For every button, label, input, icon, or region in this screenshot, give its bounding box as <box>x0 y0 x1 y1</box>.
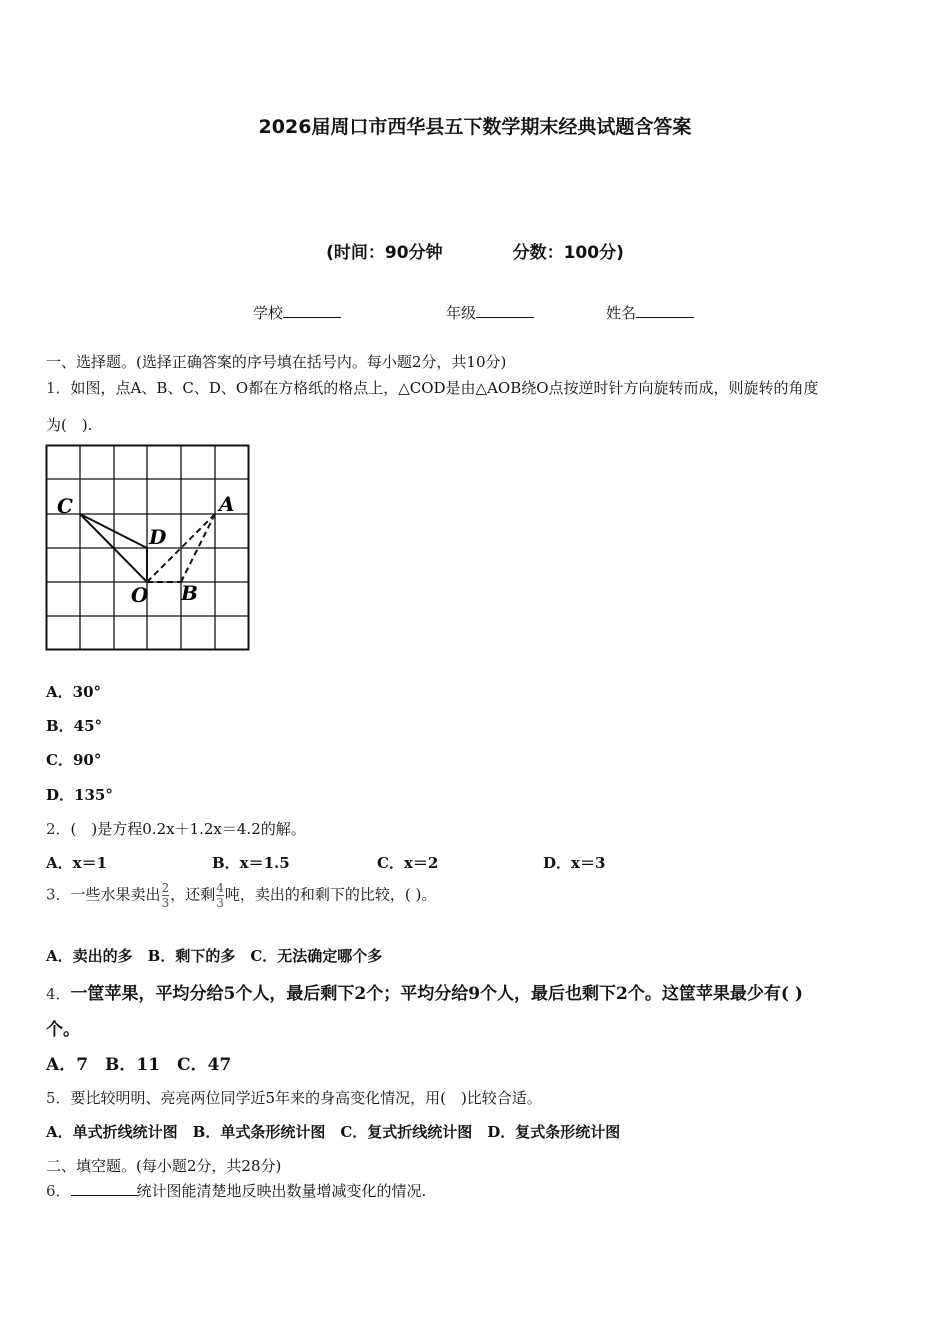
question-6 <box>46 1180 426 1201</box>
question-number: 3． <box>46 885 71 904</box>
fraction-numerator: 2 <box>161 881 170 895</box>
question-4-text: 一筐苹果，平均分给5个人，最后剩下2个；平均分给9个人，最后也剩下2个。这筐苹果最少有( ) <box>70 984 803 1004</box>
question-3 <box>46 882 436 909</box>
q5-options[interactable]: A．单式折线统计图 B．单式条形统计图 C．复式折线统计图 D．复式条形统计图 <box>46 1123 621 1141</box>
exam-time: (时间：90分钟 <box>326 243 443 263</box>
school-field[interactable] <box>253 302 341 323</box>
q2-option-c[interactable]: C．x＝2 <box>377 854 439 872</box>
exam-meta <box>0 238 950 263</box>
grade-label: 年级 <box>446 304 477 322</box>
fraction <box>162 882 170 909</box>
q1-option-c[interactable]: C．90° <box>46 751 102 769</box>
question-5 <box>46 1087 542 1108</box>
point-label: B <box>181 581 198 605</box>
q1-option-d[interactable]: D．135° <box>46 786 113 804</box>
point-label: A <box>219 492 235 516</box>
page-title: 2026届周口市西华县五下数学期末经典试题含答案 <box>258 116 692 138</box>
fraction <box>216 882 224 909</box>
q1-option-b[interactable]: B．45° <box>46 717 103 735</box>
question-2-text: ( )是方程0.2x＋1.2x＝4.2的解。 <box>70 820 306 838</box>
q1-option-a[interactable]: A．30° <box>46 683 102 701</box>
q2-option-d[interactable]: D．x＝3 <box>543 854 606 872</box>
section-2-heading: 二、填空题。(每小题2分，共28分) <box>46 1157 282 1175</box>
name-label: 姓名 <box>606 304 637 322</box>
question-1 <box>46 377 819 398</box>
q4-options[interactable]: A．7 B．11 C．47 <box>46 1055 232 1075</box>
question-5-text: 要比较明明、亮亮两位同学近5年来的身高变化情况，用( )比较合适。 <box>70 1089 542 1107</box>
fraction-numerator: 4 <box>216 881 224 895</box>
q3-options[interactable]: A．卖出的多 B．剩下的多 C．无法确定哪个多 <box>46 947 383 965</box>
question-6-text: 统计图能清楚地反映出数量增减变化的情况. <box>136 1182 427 1200</box>
point-label: D <box>149 525 167 549</box>
question-3-text-a: 一些水果卖出 <box>70 885 161 904</box>
question-3-text-b: ，还剩 <box>170 885 216 904</box>
question-number: 5． <box>46 1089 71 1107</box>
point-label: C <box>57 494 73 518</box>
question-number: 6． <box>46 1182 71 1200</box>
fraction-denominator: 3 <box>161 896 170 910</box>
school-label: 学校 <box>253 304 284 322</box>
question-number: 1． <box>46 379 71 397</box>
question-number: 4． <box>46 985 71 1003</box>
answer-blank[interactable] <box>71 1181 137 1196</box>
question-1-cont: 为( ). <box>46 416 93 434</box>
exam-score: 分数：100分) <box>512 243 624 263</box>
grid-figure <box>45 444 251 652</box>
name-field[interactable] <box>606 302 694 323</box>
question-4 <box>46 979 803 1004</box>
point-label: O <box>131 583 149 607</box>
q2-option-a[interactable]: A．x＝1 <box>46 854 108 872</box>
fraction-denominator: 3 <box>216 896 224 910</box>
question-1-text: 如图，点A、B、C、D、O都在方格纸的格点上，△COD是由△AOB绕O点按逆时针方向旋转而成，则旋转的角度 <box>70 379 819 397</box>
section-1-heading: 一、选择题。(选择正确答案的序号填在括号内。每小题2分，共10分) <box>46 353 507 371</box>
q2-option-b[interactable]: B．x＝1.5 <box>212 854 290 872</box>
question-3-text-c: 吨，卖出的和剩下的比较，( )。 <box>224 885 437 904</box>
question-4-cont: 个。 <box>46 1020 80 1040</box>
question-2 <box>46 818 306 839</box>
grade-field[interactable] <box>446 302 534 323</box>
question-number: 2． <box>46 820 71 838</box>
